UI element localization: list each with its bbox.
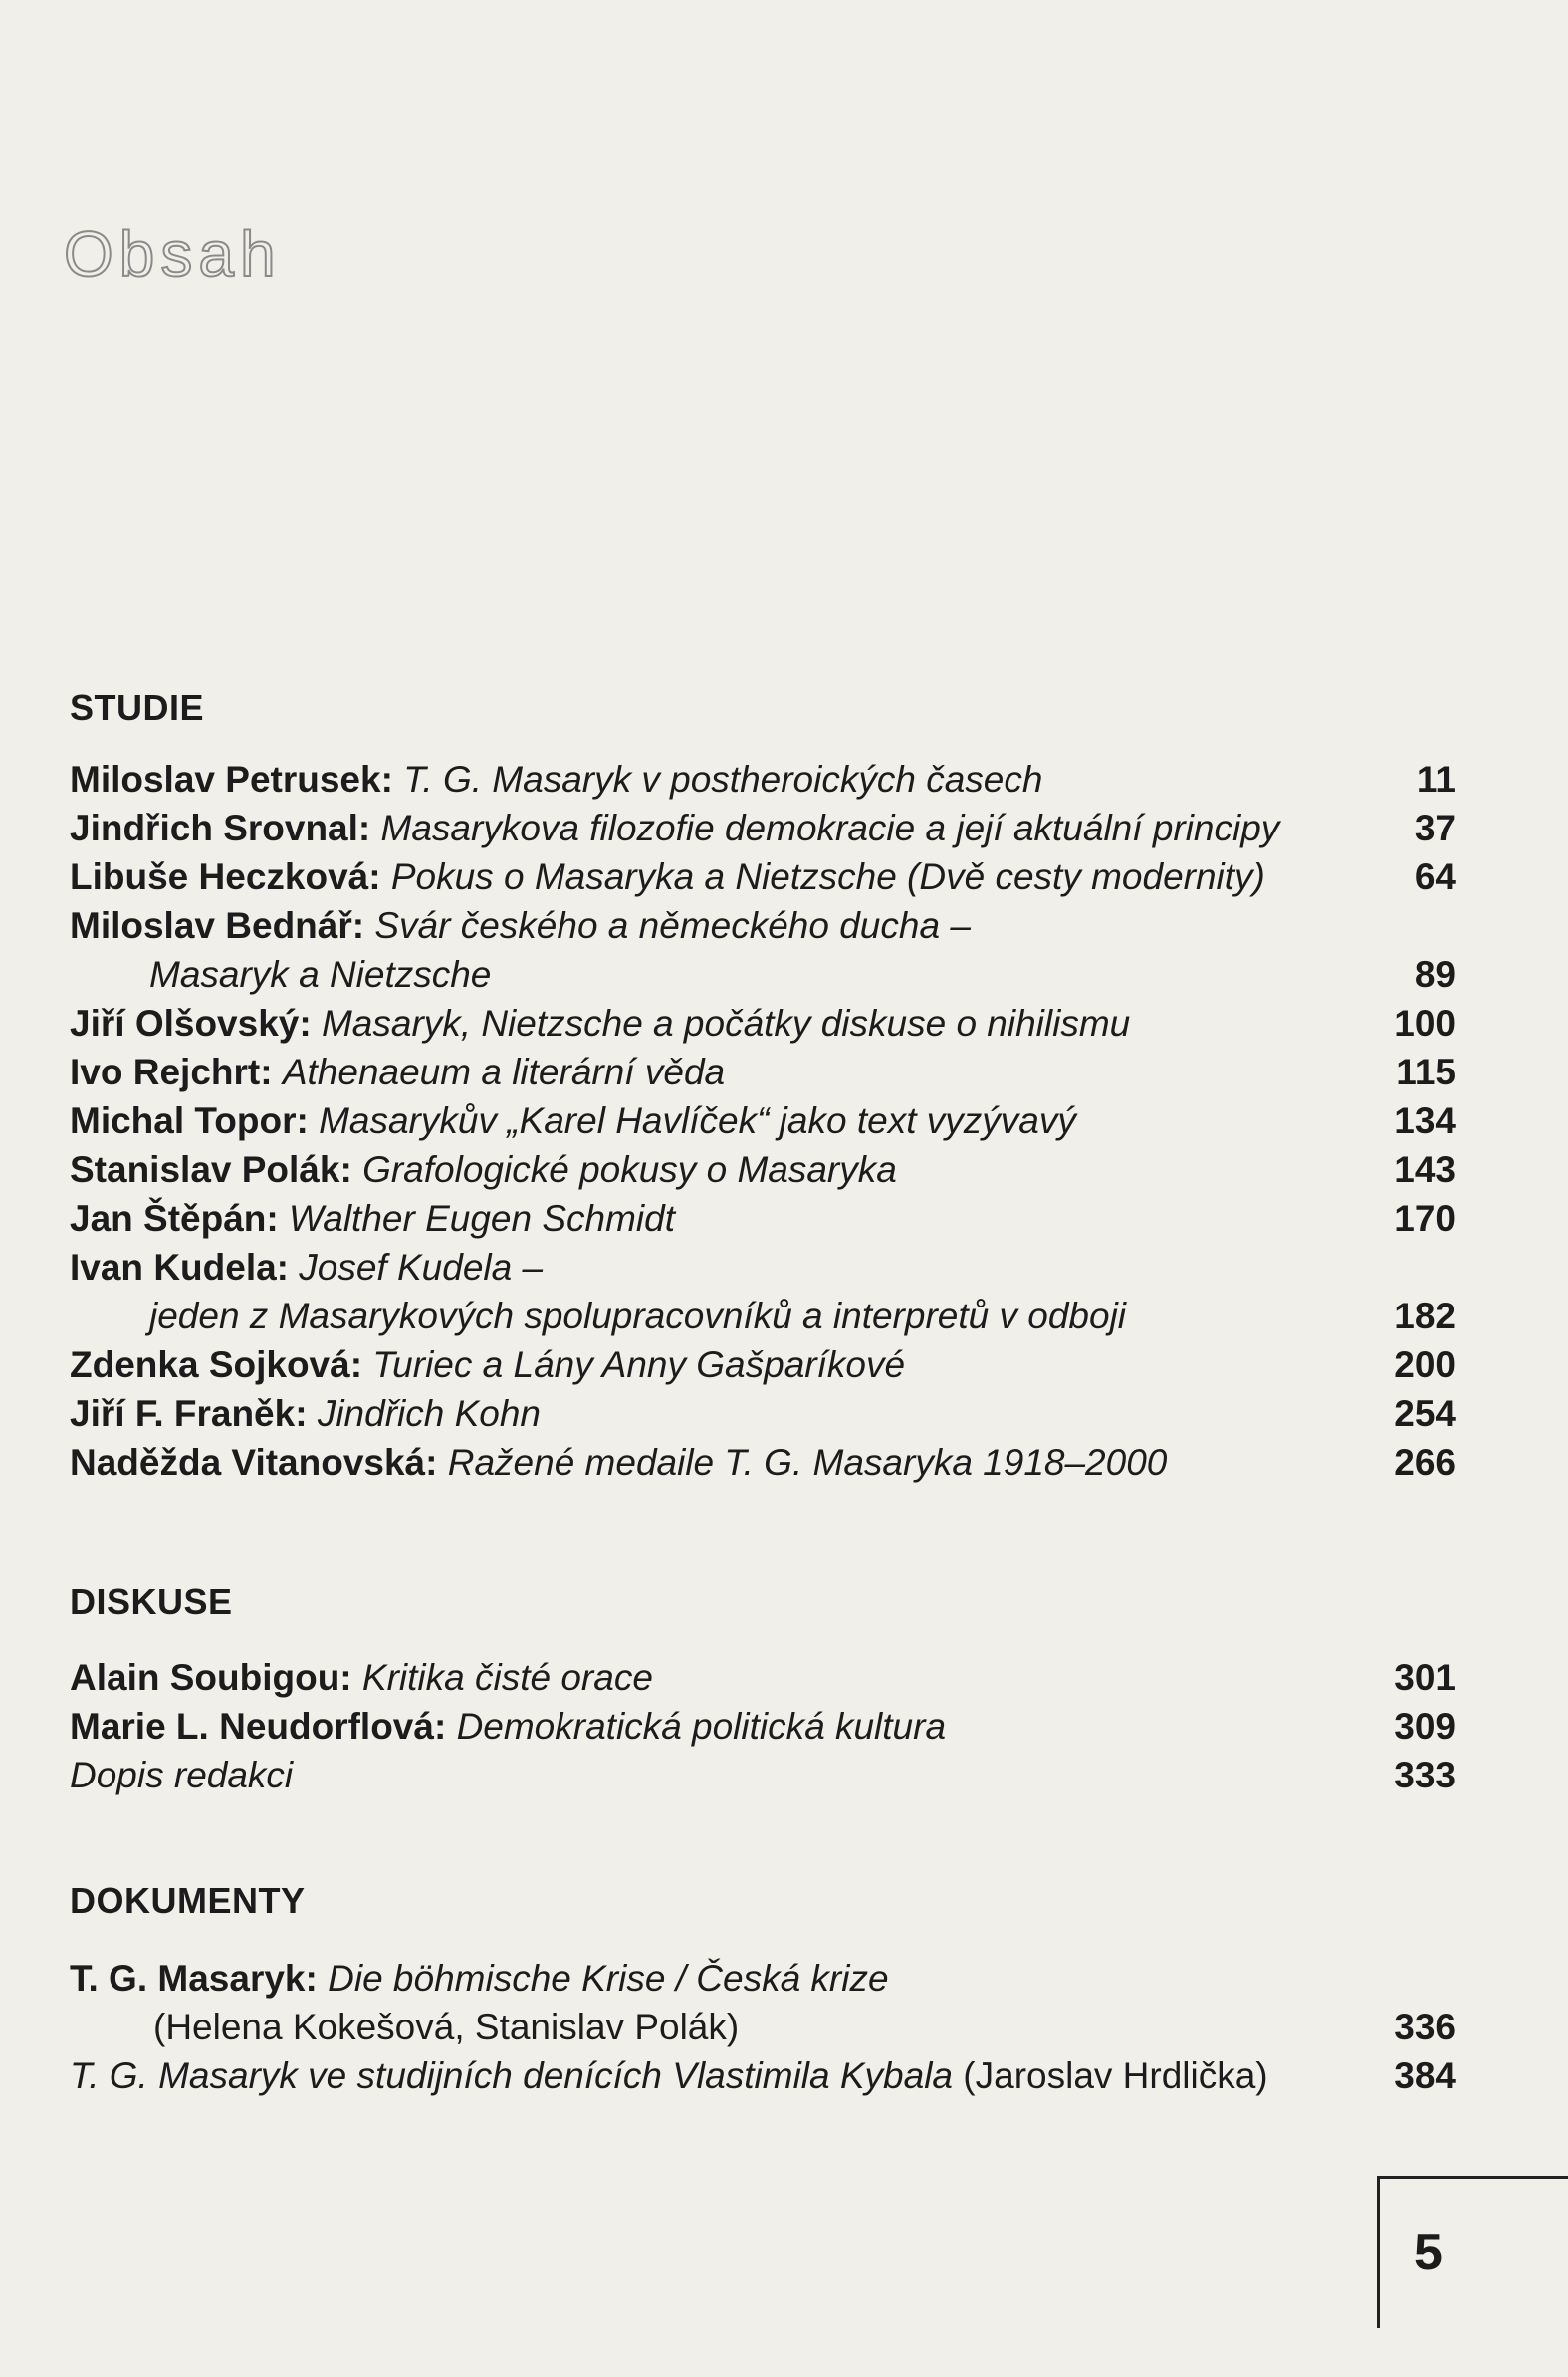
section-heading-diskuse: DISKUSE <box>70 1581 233 1622</box>
toc-author: Jindřich Srovnal: <box>70 808 371 848</box>
toc-page-number: 301 <box>1394 1657 1456 1698</box>
toc-page-number: 170 <box>1394 1198 1456 1239</box>
toc-title: Masaryk, Nietzsche a počátky diskuse o nihilismu <box>321 1003 1131 1044</box>
toc-entry[interactable] <box>70 1653 1456 1702</box>
toc-page-number: 100 <box>1394 1003 1456 1044</box>
toc-title: Jindřich Kohn <box>317 1393 541 1434</box>
toc-title: Svár českého a německého ducha – <box>374 905 971 946</box>
section-heading-dokumenty: DOKUMENTY <box>70 1880 306 1921</box>
toc-entry[interactable] <box>70 1096 1456 1145</box>
toc-author: Miloslav Petrusek: <box>70 759 393 800</box>
toc-diskuse <box>70 1653 1456 1799</box>
toc-title: Grafologické pokusy o Masaryka <box>362 1149 897 1190</box>
toc-page-number: 266 <box>1394 1442 1456 1483</box>
toc-title: T. G. Masaryk ve studijních denících Vlastimila Kybala <box>70 2055 954 2096</box>
toc-entry[interactable] <box>70 755 1456 804</box>
toc-page-number: 11 <box>1416 759 1456 800</box>
toc-entry-continuation[interactable] <box>70 2003 1456 2051</box>
toc-author: Alain Soubigou: <box>70 1657 352 1698</box>
toc-page-number: 333 <box>1394 1755 1456 1795</box>
toc-title-continuation: jeden z Masarykových spolupracovníků a interpretů v odboji <box>149 1296 1127 1336</box>
toc-entry[interactable] <box>70 999 1456 1048</box>
toc-title: Athenaeum a literární věda <box>282 1052 726 1092</box>
toc-entry[interactable] <box>70 1194 1456 1243</box>
toc-page-number: 64 <box>1414 856 1456 897</box>
section-heading-studie: STUDIE <box>70 687 205 728</box>
toc-page-number: 309 <box>1394 1706 1456 1747</box>
toc-entry[interactable] <box>70 1243 1456 1292</box>
toc-entry[interactable] <box>70 1702 1456 1751</box>
toc-entry[interactable] <box>70 1438 1456 1487</box>
toc-author: Jiří F. Franěk: <box>70 1393 308 1434</box>
toc-note: (Helena Kokešová, Stanislav Polák) <box>153 2007 740 2047</box>
toc-title: T. G. Masaryk v postheroických časech <box>403 759 1043 800</box>
toc-author: Zdenka Sojková: <box>70 1344 363 1385</box>
toc-entry[interactable] <box>70 1389 1456 1438</box>
toc-page-number: 200 <box>1394 1344 1456 1385</box>
toc-page-number: 182 <box>1394 1296 1456 1336</box>
toc-note: (Jaroslav Hrdlička) <box>963 2055 1268 2096</box>
toc-title: Masarykova filozofie demokracie a její aktuální principy <box>380 808 1280 848</box>
toc-author: Ivo Rejchrt: <box>70 1052 273 1092</box>
folio-page-number: 5 <box>1414 2224 1443 2281</box>
toc-author: Michal Topor: <box>70 1100 309 1141</box>
toc-entry-continuation[interactable] <box>70 950 1456 999</box>
page-title: Obsah <box>64 218 282 290</box>
toc-page-number: 336 <box>1394 2007 1456 2047</box>
toc-author: T. G. Masaryk: <box>70 1958 318 1999</box>
toc-title: Masarykův „Karel Havlíček“ jako text vyzývavý <box>319 1100 1076 1141</box>
toc-page-number: 37 <box>1414 808 1456 848</box>
toc-title: Die böhmische Krise / Česká krize <box>328 1958 889 1999</box>
toc-author: Jan Štěpán: <box>70 1198 279 1239</box>
toc-author: Ivan Kudela: <box>70 1247 289 1288</box>
toc-title: Pokus o Masaryka a Nietzsche (Dvě cesty modernity) <box>390 856 1265 897</box>
toc-page-number: 143 <box>1394 1149 1456 1190</box>
toc-entry[interactable] <box>70 1145 1456 1194</box>
toc-entry[interactable] <box>70 1340 1456 1389</box>
toc-title-continuation: Masaryk a Nietzsche <box>149 954 492 995</box>
folio-frame <box>1377 2176 1568 2328</box>
toc-page-number: 384 <box>1394 2055 1456 2096</box>
toc-entry[interactable] <box>70 901 1456 950</box>
toc-title: Josef Kudela – <box>299 1247 544 1288</box>
toc-title: Demokratická politická kultura <box>456 1706 947 1747</box>
toc-author: Stanislav Polák: <box>70 1149 352 1190</box>
toc-entry-continuation[interactable] <box>70 1292 1456 1340</box>
toc-title: Walther Eugen Schmidt <box>289 1198 676 1239</box>
toc-dokumenty <box>70 1954 1456 2100</box>
toc-studie <box>70 755 1456 1487</box>
toc-author: Miloslav Bednář: <box>70 905 365 946</box>
toc-author: Marie L. Neudorflová: <box>70 1706 447 1747</box>
toc-entry[interactable] <box>70 1751 1456 1799</box>
toc-page-number: 115 <box>1396 1052 1456 1092</box>
toc-title: Kritika čisté orace <box>361 1657 653 1698</box>
toc-page-number: 89 <box>1414 954 1456 995</box>
toc-title: Turiec a Lány Anny Gašparíkové <box>372 1344 906 1385</box>
toc-title: Ražené medaile T. G. Masaryka 1918–2000 <box>447 1442 1168 1483</box>
toc-entry[interactable] <box>70 804 1456 852</box>
toc-entry[interactable] <box>70 852 1456 901</box>
toc-title: Dopis redakci <box>70 1755 294 1795</box>
toc-entry[interactable] <box>70 1048 1456 1096</box>
toc-author: Libuše Heczková: <box>70 856 381 897</box>
toc-page-number: 134 <box>1394 1100 1456 1141</box>
toc-page-number: 254 <box>1394 1393 1456 1434</box>
toc-entry[interactable] <box>70 2051 1456 2100</box>
toc-author: Jiří Olšovský: <box>70 1003 312 1044</box>
toc-author: Naděžda Vitanovská: <box>70 1442 438 1483</box>
toc-entry[interactable] <box>70 1954 1456 2003</box>
